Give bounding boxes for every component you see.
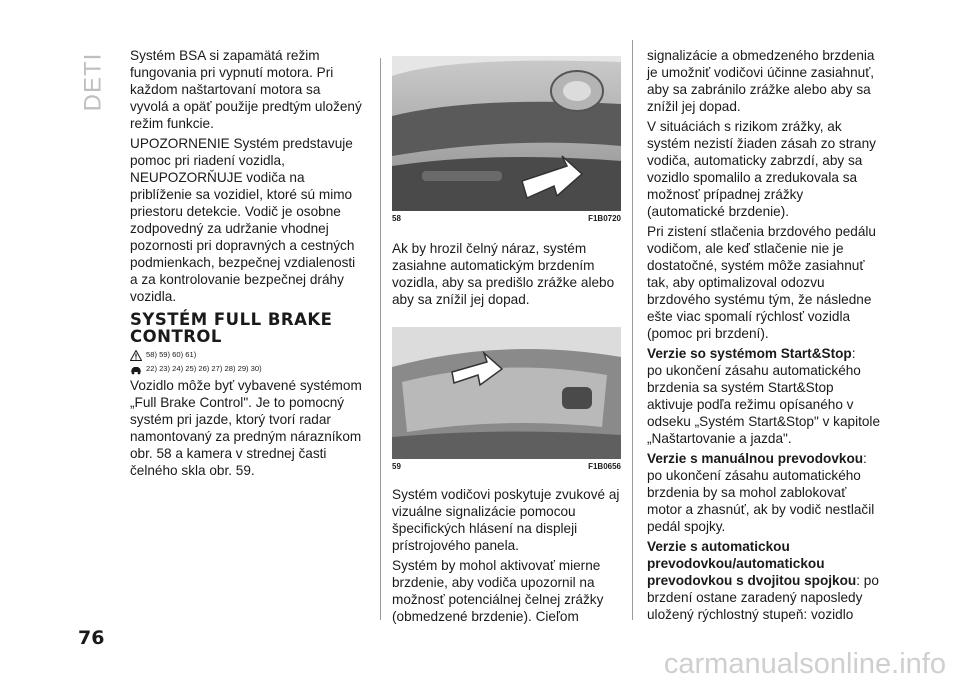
warning-refs-text: 58) 59) 60) 61) <box>146 350 197 359</box>
section-heading <box>130 311 362 345</box>
paragraph-heading <box>647 345 883 362</box>
paragraph: po ukončení zásahu automatického brzdenia sa systém Start&Stop aktivuje podľa režimu opísaného v odseku „Systém Start&Stop" v kapitole „Naštartovanie a jazda". <box>647 363 881 446</box>
paragraph: Ak by hrozil čelný náraz, systém zasiahne automatickým brzdením vozidla, aby sa predišlo zrážke alebo aby sa znížil jej dopad. <box>392 241 615 307</box>
subheading: Verzie s manuálnou prevodovkou <box>647 451 864 466</box>
subheading: Verzie s automatickou prevodovkou/automatickou prevodovkou s dvojitou spojkou <box>647 539 857 588</box>
paragraph: Pri zistení stlačenia brzdového pedálu vodičom, ale keď stlačenie nie je dostatočné, systém môže zasiahnuť tak, aby optimalizoval odozvu brzdového systému tým, že následne ešte viac spomalí rýchlosť vozidla (pomoc pri brzdení). <box>647 224 876 341</box>
subheading-suffix: : <box>851 346 856 361</box>
column-2-text-b <box>392 486 624 628</box>
paragraph: V situáciách s rizikom zrážky, ak systém nezistí žiaden zásah zo strany vodiča, automaticky zabrzdí, aby sa vozidlo spomalilo a zredukovala sa možnosť prípadnej zrážky (automatické brzdenie). <box>647 119 876 219</box>
paragraph: UPOZORNENIE Systém predstavuje pomoc pri riadení vozidla, NEUPOZORŇUJE vodiča na priblíženie sa vozidiel, ktoré sú mimo priestoru detekcie. Vodič je osobne zodpovedný za udržanie vhodnej pozornosti pri dopravných a cestných podmienkach, bezpečnej vzdialenosti a za kontrolovanie bezpečnej dráhy vozidla. <box>130 136 356 304</box>
paragraph-heading <box>647 450 883 467</box>
windshield-camera-image <box>392 327 621 459</box>
paragraph: Systém by mohol aktivovať mierne brzdenie, aby vodiča upozornil na možnosť potenciálnej čelnej zrážky (obmedzené brzdenie). Cieľom <box>392 558 604 624</box>
paragraph: Systém vodičovi poskytuje zvukové aj vizuálne signalizácie pomocou špecifických hlásení na displeji prístrojového panela. <box>392 487 620 553</box>
paragraph: signalizácie a obmedzeného brzdenia je umožniť vodičovi účinne zasiahnuť, aby sa zabránilo zrážke alebo aby sa znížil jej dopad. <box>647 48 875 114</box>
paragraph: po ukončení zásahu automatického brzdenia by sa mohol zablokovať motor a zhasnúť, ak by vodič nestlačil pedál spojky. <box>647 468 875 534</box>
figure-number: 59 <box>392 462 401 471</box>
figure-58 <box>392 56 621 224</box>
car-front-bumper-image <box>392 56 621 211</box>
caution-refs-text: 22) 23) 24) 25) 26) 27) 28) 29) 30) <box>146 364 262 373</box>
column-1 <box>130 47 362 482</box>
caution-car-icon <box>130 364 142 375</box>
caution-refs <box>130 363 362 375</box>
paragraph: Systém BSA si zapamätá režim fungovania pri vypnutí motora. Pri každom naštartovaní motora sa vyvolá a opäť použije predtým uložený režim funkcie. <box>130 48 362 131</box>
page-number: 76 <box>78 627 105 649</box>
paragraph <box>647 538 883 623</box>
subheading-suffix: : <box>863 451 867 466</box>
warning-refs <box>130 349 362 361</box>
paragraph-continuation: : po brzdení ostane zaradený naposledy uložený rýchlostný stupeň: vozidlo <box>647 573 879 622</box>
figure-code: F1B0720 <box>588 214 621 223</box>
watermark: carmanualsonline.info <box>663 648 946 680</box>
chapter-tab-label: DETI <box>79 52 107 112</box>
column-divider-left <box>380 58 381 620</box>
column-divider-right <box>632 40 633 620</box>
figure-59 <box>392 327 621 473</box>
section-heading-line: CONTROL <box>130 327 222 346</box>
paragraph: Vozidlo môže byť vybavené systémom „Full Brake Control". Je to pomocný systém pri jazde, ktorý tvorí radar namontovaný za predným nárazníkom obr. 58 a kamera v strednej časti čelného skla obr. 59. <box>130 378 362 478</box>
subheading: Verzie so systémom Start&Stop <box>647 346 852 361</box>
warning-triangle-icon <box>130 350 142 361</box>
column-2-text-a <box>392 240 624 311</box>
figure-code: F1B0656 <box>588 462 621 471</box>
chapter-tab <box>78 50 108 110</box>
section-heading-line: SYSTÉM FULL BRAKE <box>130 310 333 329</box>
figure-number: 58 <box>392 214 401 223</box>
column-3 <box>647 47 883 626</box>
